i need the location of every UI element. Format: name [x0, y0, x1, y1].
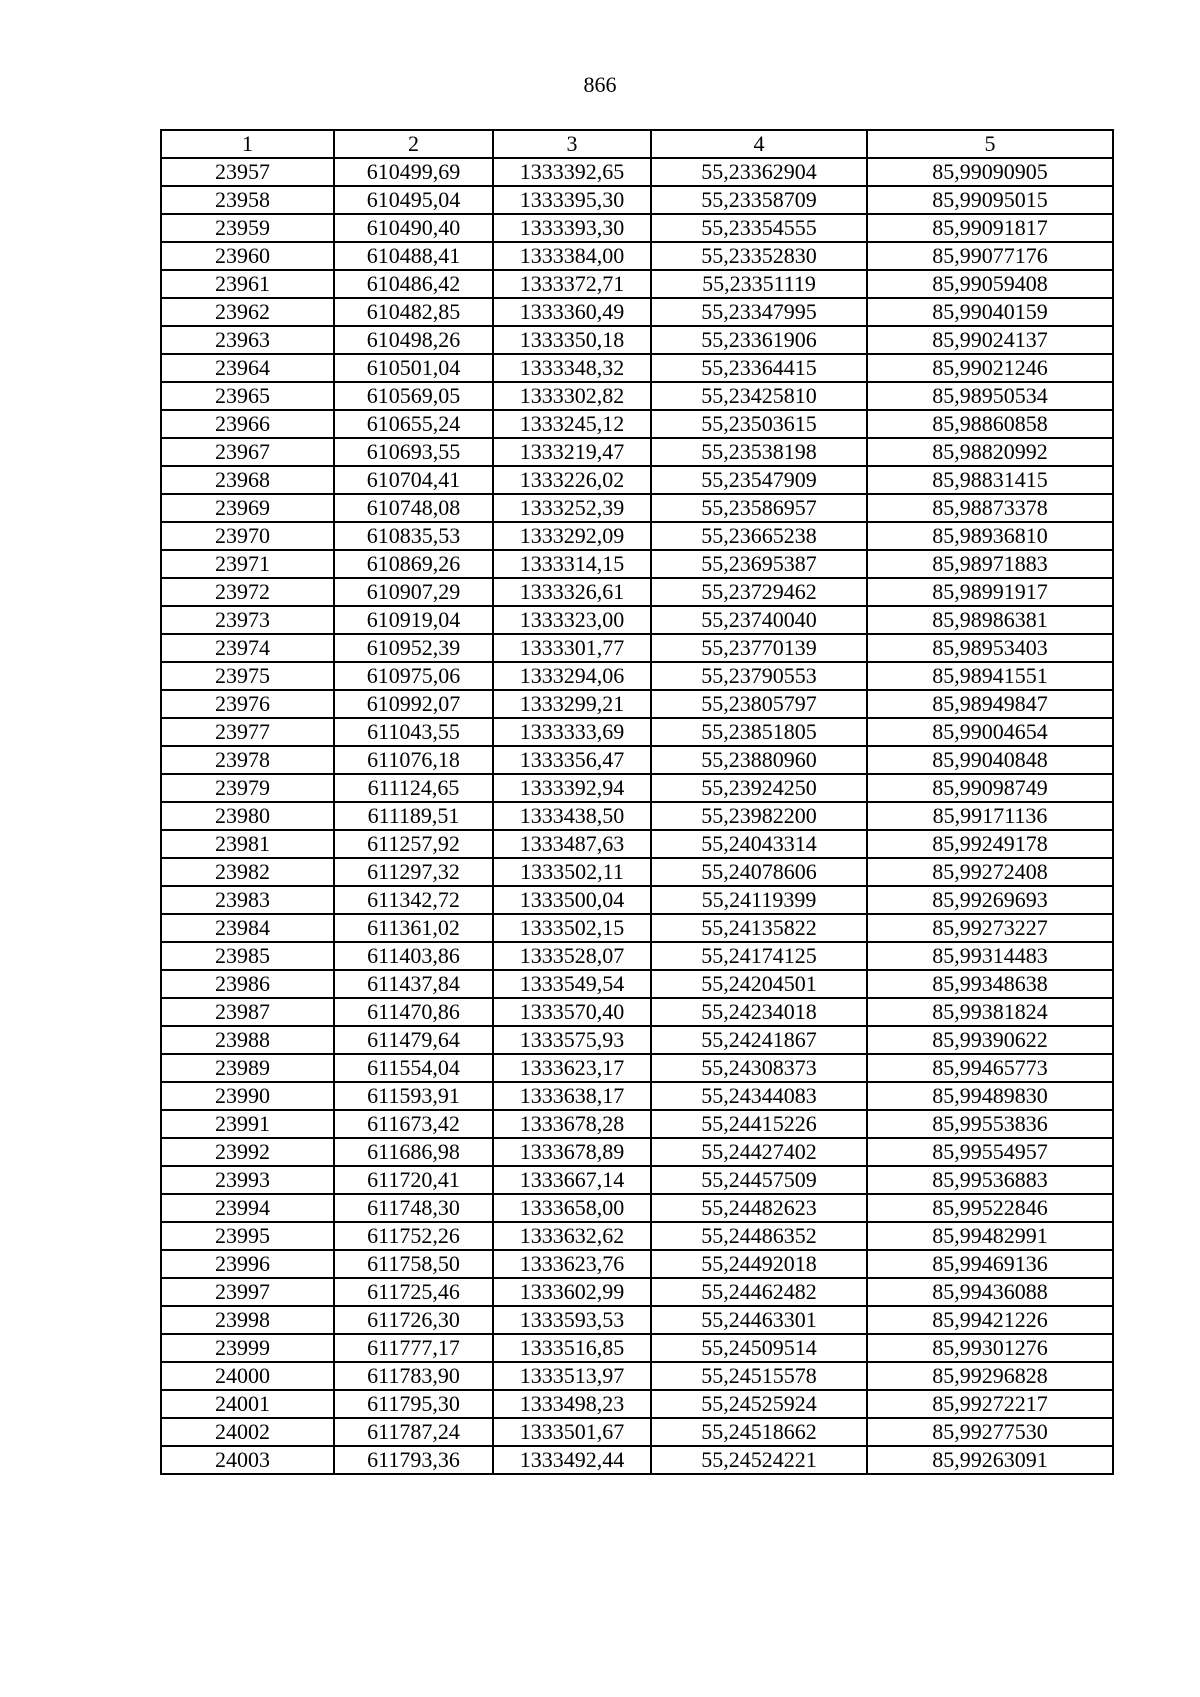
table-cell-col2: 610869,26	[334, 550, 493, 578]
table-cell-col2: 610952,39	[334, 634, 493, 662]
table-cell-col3: 1333392,94	[493, 774, 651, 802]
table-cell-col2: 611479,64	[334, 1026, 493, 1054]
table-cell-col2: 610992,07	[334, 690, 493, 718]
table-cell-col4: 55,23851805	[651, 718, 867, 746]
table-cell-col2: 610919,04	[334, 606, 493, 634]
table-cell-col5: 85,99465773	[867, 1054, 1113, 1082]
table-row	[161, 998, 1113, 1026]
column-header-5: 5	[867, 130, 1113, 158]
table-cell-col5: 85,99482991	[867, 1222, 1113, 1250]
table-row	[161, 1082, 1113, 1110]
table-row	[161, 242, 1113, 270]
table-row	[161, 158, 1113, 186]
table-cell-col5: 85,98831415	[867, 466, 1113, 494]
table-cell-col5: 85,99171136	[867, 802, 1113, 830]
table-cell-col4: 55,23586957	[651, 494, 867, 522]
table-row	[161, 1166, 1113, 1194]
table-cell-col1: 24002	[161, 1418, 334, 1446]
table-cell-col1: 23963	[161, 326, 334, 354]
table-cell-col1: 23969	[161, 494, 334, 522]
table-row	[161, 1334, 1113, 1362]
table-cell-col3: 1333658,00	[493, 1194, 651, 1222]
table-cell-col5: 85,98820992	[867, 438, 1113, 466]
table-cell-col5: 85,99040848	[867, 746, 1113, 774]
table-cell-col5: 85,98873378	[867, 494, 1113, 522]
table-cell-col5: 85,99296828	[867, 1362, 1113, 1390]
table-cell-col3: 1333360,49	[493, 298, 651, 326]
table-row	[161, 1362, 1113, 1390]
table-cell-col5: 85,98953403	[867, 634, 1113, 662]
table-row	[161, 1110, 1113, 1138]
table-cell-col5: 85,99249178	[867, 830, 1113, 858]
table-cell-col4: 55,24518662	[651, 1418, 867, 1446]
table-cell-col2: 610495,04	[334, 186, 493, 214]
table-cell-col3: 1333372,71	[493, 270, 651, 298]
table-cell-col1: 23982	[161, 858, 334, 886]
table-cell-col3: 1333252,39	[493, 494, 651, 522]
table-cell-col5: 85,99381824	[867, 998, 1113, 1026]
table-cell-col4: 55,24486352	[651, 1222, 867, 1250]
table-cell-col1: 23985	[161, 942, 334, 970]
table-row	[161, 858, 1113, 886]
table-cell-col5: 85,99277530	[867, 1418, 1113, 1446]
table-row	[161, 354, 1113, 382]
table-cell-col1: 23977	[161, 718, 334, 746]
table-cell-col5: 85,99390622	[867, 1026, 1113, 1054]
table-cell-col2: 611787,24	[334, 1418, 493, 1446]
table-cell-col2: 611257,92	[334, 830, 493, 858]
table-cell-col5: 85,99095015	[867, 186, 1113, 214]
table-cell-col2: 611752,26	[334, 1222, 493, 1250]
table-cell-col2: 611725,46	[334, 1278, 493, 1306]
table-cell-col5: 85,99272217	[867, 1390, 1113, 1418]
table-cell-col5: 85,99489830	[867, 1082, 1113, 1110]
table-row	[161, 1446, 1113, 1474]
table-cell-col4: 55,24463301	[651, 1306, 867, 1334]
table-row	[161, 382, 1113, 410]
table-cell-col5: 85,99522846	[867, 1194, 1113, 1222]
table-cell-col5: 85,98950534	[867, 382, 1113, 410]
table-cell-col3: 1333632,62	[493, 1222, 651, 1250]
table-cell-col1: 23975	[161, 662, 334, 690]
table-cell-col3: 1333294,06	[493, 662, 651, 690]
table-cell-col1: 23990	[161, 1082, 334, 1110]
table-cell-col3: 1333570,40	[493, 998, 651, 1026]
table-row	[161, 1222, 1113, 1250]
table-cell-col1: 23966	[161, 410, 334, 438]
table-cell-col2: 610907,29	[334, 578, 493, 606]
table-cell-col4: 55,24462482	[651, 1278, 867, 1306]
table-cell-col5: 85,99314483	[867, 942, 1113, 970]
table-cell-col2: 610490,40	[334, 214, 493, 242]
table-cell-col2: 611720,41	[334, 1166, 493, 1194]
table-cell-col1: 23972	[161, 578, 334, 606]
table-cell-col5: 85,99098749	[867, 774, 1113, 802]
table-row	[161, 1250, 1113, 1278]
table-cell-col3: 1333219,47	[493, 438, 651, 466]
table-cell-col3: 1333393,30	[493, 214, 651, 242]
table-cell-col2: 611361,02	[334, 914, 493, 942]
table-cell-col2: 611783,90	[334, 1362, 493, 1390]
table-cell-col4: 55,24415226	[651, 1110, 867, 1138]
table-cell-col3: 1333314,15	[493, 550, 651, 578]
table-cell-col3: 1333492,44	[493, 1446, 651, 1474]
table-cell-col4: 55,23790553	[651, 662, 867, 690]
table-cell-col3: 1333516,85	[493, 1334, 651, 1362]
table-cell-col5: 85,99553836	[867, 1110, 1113, 1138]
table-cell-col4: 55,23740040	[651, 606, 867, 634]
table-row	[161, 1026, 1113, 1054]
table-cell-col3: 1333575,93	[493, 1026, 651, 1054]
table-cell-col4: 55,23364415	[651, 354, 867, 382]
table-cell-col5: 85,99090905	[867, 158, 1113, 186]
table-cell-col4: 55,23665238	[651, 522, 867, 550]
table-cell-col1: 23996	[161, 1250, 334, 1278]
table-cell-col2: 611189,51	[334, 802, 493, 830]
table-cell-col2: 611686,98	[334, 1138, 493, 1166]
table-cell-col5: 85,99469136	[867, 1250, 1113, 1278]
table-cell-col4: 55,23358709	[651, 186, 867, 214]
table-row	[161, 438, 1113, 466]
table-cell-col4: 55,24241867	[651, 1026, 867, 1054]
table-cell-col4: 55,24457509	[651, 1166, 867, 1194]
table-cell-col2: 611297,32	[334, 858, 493, 886]
table-cell-col2: 610655,24	[334, 410, 493, 438]
table-cell-col4: 55,24043314	[651, 830, 867, 858]
table-cell-col4: 55,24524221	[651, 1446, 867, 1474]
table-row	[161, 550, 1113, 578]
table-cell-col3: 1333384,00	[493, 242, 651, 270]
table-cell-col4: 55,23352830	[651, 242, 867, 270]
table-cell-col2: 611726,30	[334, 1306, 493, 1334]
column-header-3: 3	[493, 130, 651, 158]
table-cell-col4: 55,23351119	[651, 270, 867, 298]
table-row	[161, 914, 1113, 942]
table-cell-col3: 1333350,18	[493, 326, 651, 354]
table-cell-col5: 85,99040159	[867, 298, 1113, 326]
table-cell-col2: 611593,91	[334, 1082, 493, 1110]
table-cell-col3: 1333392,65	[493, 158, 651, 186]
table-cell-col2: 611076,18	[334, 746, 493, 774]
table-cell-col3: 1333498,23	[493, 1390, 651, 1418]
table-cell-col5: 85,99421226	[867, 1306, 1113, 1334]
table-cell-col2: 610486,42	[334, 270, 493, 298]
table-cell-col1: 23988	[161, 1026, 334, 1054]
table-cell-col2: 610501,04	[334, 354, 493, 382]
table-cell-col5: 85,99004654	[867, 718, 1113, 746]
table-cell-col5: 85,99024137	[867, 326, 1113, 354]
table-cell-col1: 23995	[161, 1222, 334, 1250]
table-row	[161, 186, 1113, 214]
table-cell-col3: 1333299,21	[493, 690, 651, 718]
table-row	[161, 830, 1113, 858]
table-row	[161, 886, 1113, 914]
page-number: 866	[583, 72, 617, 97]
table-cell-col3: 1333678,28	[493, 1110, 651, 1138]
table-cell-col1: 24001	[161, 1390, 334, 1418]
table-cell-col1: 23981	[161, 830, 334, 858]
table-row	[161, 466, 1113, 494]
table-row	[161, 1306, 1113, 1334]
table-cell-col4: 55,24427402	[651, 1138, 867, 1166]
table-cell-col4: 55,23729462	[651, 578, 867, 606]
table-cell-col4: 55,23538198	[651, 438, 867, 466]
table-cell-col1: 23998	[161, 1306, 334, 1334]
table-row	[161, 1054, 1113, 1082]
table-cell-col2: 611748,30	[334, 1194, 493, 1222]
table-row	[161, 1138, 1113, 1166]
table-cell-col2: 610835,53	[334, 522, 493, 550]
table-cell-col5: 85,99536883	[867, 1166, 1113, 1194]
table-cell-col2: 611470,86	[334, 998, 493, 1026]
table-cell-col3: 1333500,04	[493, 886, 651, 914]
table-row	[161, 802, 1113, 830]
table-cell-col3: 1333602,99	[493, 1278, 651, 1306]
table-cell-col3: 1333302,82	[493, 382, 651, 410]
table-cell-col5: 85,99348638	[867, 970, 1113, 998]
table-cell-col1: 23974	[161, 634, 334, 662]
table-cell-col5: 85,98860858	[867, 410, 1113, 438]
table-cell-col2: 611124,65	[334, 774, 493, 802]
table-cell-col4: 55,24515578	[651, 1362, 867, 1390]
table-cell-col5: 85,98936810	[867, 522, 1113, 550]
table-cell-col4: 55,24078606	[651, 858, 867, 886]
table-cell-col2: 610693,55	[334, 438, 493, 466]
table-cell-col5: 85,98971883	[867, 550, 1113, 578]
table-cell-col2: 610569,05	[334, 382, 493, 410]
table-row	[161, 214, 1113, 242]
table-row	[161, 494, 1113, 522]
table-cell-col3: 1333326,61	[493, 578, 651, 606]
table-cell-col3: 1333323,00	[493, 606, 651, 634]
table-row	[161, 746, 1113, 774]
table-cell-col4: 55,23770139	[651, 634, 867, 662]
table-cell-col2: 611437,84	[334, 970, 493, 998]
table-row	[161, 298, 1113, 326]
table-cell-col4: 55,23880960	[651, 746, 867, 774]
table-row	[161, 970, 1113, 998]
table-cell-col3: 1333528,07	[493, 942, 651, 970]
table-cell-col1: 23979	[161, 774, 334, 802]
table-cell-col1: 23994	[161, 1194, 334, 1222]
table-cell-col1: 23968	[161, 466, 334, 494]
column-header-2: 2	[334, 130, 493, 158]
table-cell-col1: 23964	[161, 354, 334, 382]
table-cell-col3: 1333501,67	[493, 1418, 651, 1446]
table-cell-col1: 23978	[161, 746, 334, 774]
table-row	[161, 1418, 1113, 1446]
table-cell-col1: 23971	[161, 550, 334, 578]
table-body	[161, 158, 1113, 1474]
table-row	[161, 718, 1113, 746]
table-cell-col1: 23962	[161, 298, 334, 326]
coordinates-table	[160, 129, 1114, 1475]
table-cell-col4: 55,23924250	[651, 774, 867, 802]
table-cell-col3: 1333502,11	[493, 858, 651, 886]
table-cell-col2: 610975,06	[334, 662, 493, 690]
table-row	[161, 326, 1113, 354]
table-cell-col5: 85,99273227	[867, 914, 1113, 942]
table-cell-col4: 55,23503615	[651, 410, 867, 438]
table-cell-col4: 55,24482623	[651, 1194, 867, 1222]
table-cell-col2: 611554,04	[334, 1054, 493, 1082]
table-cell-col3: 1333513,97	[493, 1362, 651, 1390]
column-header-1: 1	[161, 130, 334, 158]
table-cell-col1: 23961	[161, 270, 334, 298]
table-cell-col3: 1333623,76	[493, 1250, 651, 1278]
table-cell-col3: 1333502,15	[493, 914, 651, 942]
table-cell-col1: 24000	[161, 1362, 334, 1390]
table-cell-col1: 23987	[161, 998, 334, 1026]
table-row	[161, 942, 1113, 970]
table-cell-col4: 55,24204501	[651, 970, 867, 998]
table-cell-col5: 85,98949847	[867, 690, 1113, 718]
table-cell-col1: 23970	[161, 522, 334, 550]
table-row	[161, 606, 1113, 634]
table-cell-col5: 85,99077176	[867, 242, 1113, 270]
table-cell-col5: 85,99059408	[867, 270, 1113, 298]
table-cell-col4: 55,24119399	[651, 886, 867, 914]
table-row	[161, 410, 1113, 438]
table-cell-col5: 85,99554957	[867, 1138, 1113, 1166]
table-cell-col1: 23989	[161, 1054, 334, 1082]
table-cell-col4: 55,23361906	[651, 326, 867, 354]
table-cell-col1: 23973	[161, 606, 334, 634]
table-cell-col3: 1333593,53	[493, 1306, 651, 1334]
table-cell-col2: 611043,55	[334, 718, 493, 746]
table-row	[161, 1390, 1113, 1418]
table-cell-col2: 611673,42	[334, 1110, 493, 1138]
table-cell-col5: 85,98991917	[867, 578, 1113, 606]
table-cell-col5: 85,99269693	[867, 886, 1113, 914]
table-cell-col3: 1333667,14	[493, 1166, 651, 1194]
table-cell-col3: 1333638,17	[493, 1082, 651, 1110]
table-row	[161, 634, 1113, 662]
table-cell-col4: 55,23547909	[651, 466, 867, 494]
table-cell-col4: 55,23695387	[651, 550, 867, 578]
table-cell-col1: 23999	[161, 1334, 334, 1362]
table-cell-col2: 611793,36	[334, 1446, 493, 1474]
table-row	[161, 774, 1113, 802]
table-cell-col4: 55,23354555	[651, 214, 867, 242]
table-cell-col1: 23958	[161, 186, 334, 214]
table-row	[161, 1194, 1113, 1222]
table-row	[161, 578, 1113, 606]
table-cell-col4: 55,24174125	[651, 942, 867, 970]
table-cell-col1: 23957	[161, 158, 334, 186]
table-cell-col1: 23993	[161, 1166, 334, 1194]
table-row	[161, 522, 1113, 550]
table-cell-col5: 85,99436088	[867, 1278, 1113, 1306]
table-row	[161, 690, 1113, 718]
table-cell-col4: 55,24509514	[651, 1334, 867, 1362]
table-cell-col2: 611795,30	[334, 1390, 493, 1418]
table-cell-col1: 23992	[161, 1138, 334, 1166]
table-cell-col4: 55,24525924	[651, 1390, 867, 1418]
table-cell-col3: 1333678,89	[493, 1138, 651, 1166]
table-cell-col4: 55,24234018	[651, 998, 867, 1026]
table-cell-col1: 23980	[161, 802, 334, 830]
table-cell-col4: 55,23425810	[651, 382, 867, 410]
table-cell-col1: 23967	[161, 438, 334, 466]
table-cell-col2: 610748,08	[334, 494, 493, 522]
table-cell-col1: 24003	[161, 1446, 334, 1474]
table-cell-col1: 23960	[161, 242, 334, 270]
table-cell-col4: 55,24308373	[651, 1054, 867, 1082]
table-cell-col1: 23965	[161, 382, 334, 410]
table-cell-col3: 1333226,02	[493, 466, 651, 494]
table-cell-col3: 1333623,17	[493, 1054, 651, 1082]
table-cell-col5: 85,98986381	[867, 606, 1113, 634]
table-cell-col2: 610498,26	[334, 326, 493, 354]
table-cell-col5: 85,99263091	[867, 1446, 1113, 1474]
table-cell-col3: 1333549,54	[493, 970, 651, 998]
table-cell-col1: 23976	[161, 690, 334, 718]
table-cell-col4: 55,23805797	[651, 690, 867, 718]
table-cell-col5: 85,99272408	[867, 858, 1113, 886]
table-cell-col3: 1333438,50	[493, 802, 651, 830]
table-cell-col1: 23984	[161, 914, 334, 942]
table-cell-col1: 23959	[161, 214, 334, 242]
header-row	[161, 130, 1113, 158]
table-cell-col3: 1333395,30	[493, 186, 651, 214]
table-cell-col2: 611403,86	[334, 942, 493, 970]
table-cell-col5: 85,99021246	[867, 354, 1113, 382]
table-cell-col2: 610488,41	[334, 242, 493, 270]
table-cell-col5: 85,99301276	[867, 1334, 1113, 1362]
table-cell-col2: 610482,85	[334, 298, 493, 326]
column-header-4: 4	[651, 130, 867, 158]
table-cell-col1: 23986	[161, 970, 334, 998]
table-cell-col3: 1333356,47	[493, 746, 651, 774]
table-cell-col3: 1333292,09	[493, 522, 651, 550]
table-row	[161, 1278, 1113, 1306]
table-cell-col4: 55,24135822	[651, 914, 867, 942]
table-row	[161, 662, 1113, 690]
table-cell-col2: 610704,41	[334, 466, 493, 494]
table-cell-col4: 55,24492018	[651, 1250, 867, 1278]
table-cell-col4: 55,23362904	[651, 158, 867, 186]
table-cell-col2: 610499,69	[334, 158, 493, 186]
table-cell-col5: 85,98941551	[867, 662, 1113, 690]
table-cell-col3: 1333301,77	[493, 634, 651, 662]
table-cell-col3: 1333245,12	[493, 410, 651, 438]
table-cell-col3: 1333348,32	[493, 354, 651, 382]
table-cell-col2: 611342,72	[334, 886, 493, 914]
table-cell-col1: 23997	[161, 1278, 334, 1306]
table-cell-col5: 85,99091817	[867, 214, 1113, 242]
table-row	[161, 270, 1113, 298]
table-cell-col4: 55,24344083	[651, 1082, 867, 1110]
table-cell-col1: 23983	[161, 886, 334, 914]
table-cell-col1: 23991	[161, 1110, 334, 1138]
table-cell-col3: 1333333,69	[493, 718, 651, 746]
table-cell-col3: 1333487,63	[493, 830, 651, 858]
table-cell-col2: 611777,17	[334, 1334, 493, 1362]
table-cell-col4: 55,23347995	[651, 298, 867, 326]
table-cell-col2: 611758,50	[334, 1250, 493, 1278]
table-cell-col4: 55,23982200	[651, 802, 867, 830]
